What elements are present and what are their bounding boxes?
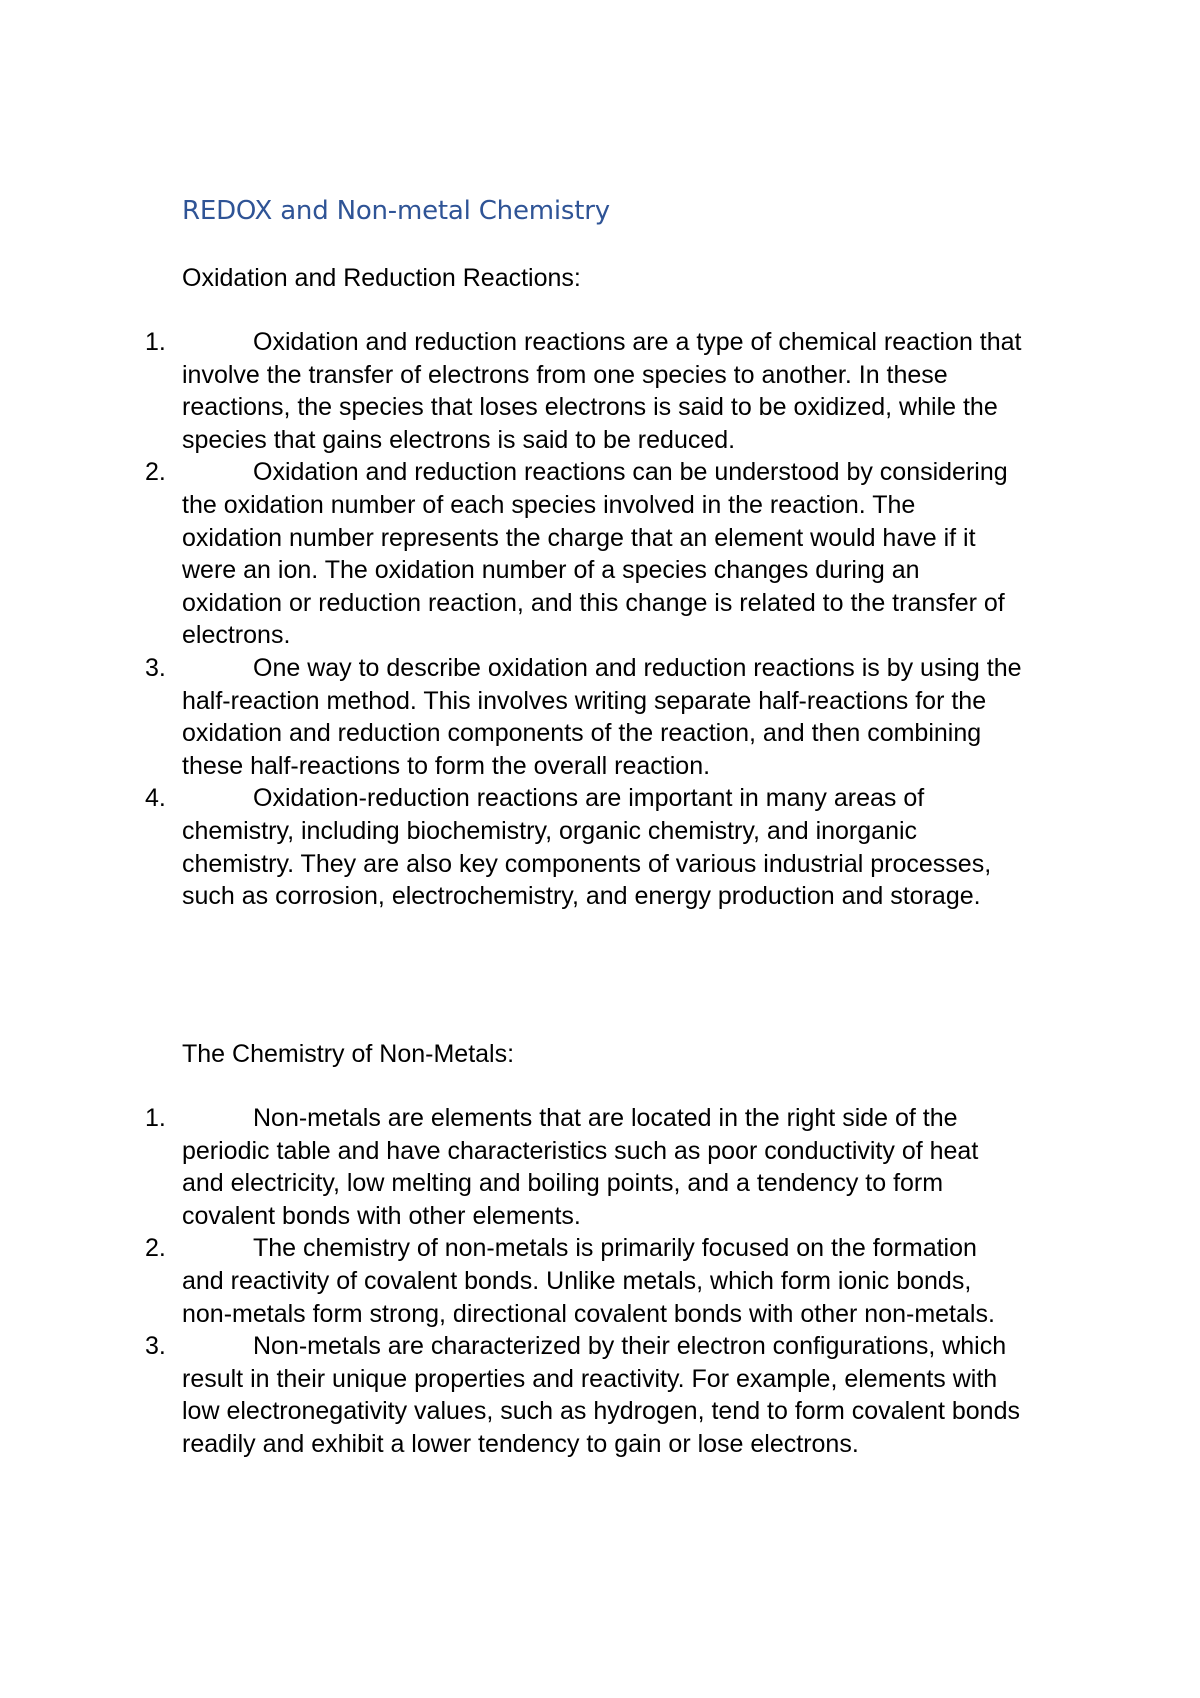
list-item: [0, 652, 1022, 782]
list-item: [0, 1102, 1022, 1232]
non-metals-list: [0, 1102, 1022, 1461]
list-item-text: Oxidation and reduction reactions are a type of chemical reaction that involve the transfer of electrons from one species to another. In these reactions, the species that loses electrons is said to be oxidized, while the species that gains electrons is said to be reduced.: [182, 328, 1022, 454]
list-item: [0, 456, 1022, 652]
list-item: [0, 326, 1022, 456]
list-item-number: 2.: [145, 458, 166, 487]
section-heading-non-metals: The Chemistry of Non-Metals:: [182, 1040, 515, 1068]
document-title: REDOX and Non-metal Chemistry: [182, 196, 610, 226]
redox-list: [0, 326, 1022, 913]
list-item-text: Non-metals are characterized by their electron configurations, which result in their unique properties and reactivity. For example, elements with low electronegativity values, such as hydrogen, tend to form covalent bonds readily and exhibit a lower tendency to gain or lose electrons.: [182, 1332, 1020, 1458]
list-item: [0, 1330, 1022, 1460]
list-item-number: 4.: [145, 784, 166, 813]
list-item-text: The chemistry of non-metals is primarily focused on the formation and reactivity of covalent bonds. Unlike metals, which form ionic bonds, non-metals form strong, directional covalent bonds with other non-metals.: [182, 1234, 995, 1328]
list-item-text: One way to describe oxidation and reduction reactions is by using the half-reaction method. This involves writing separate half-reactions for the oxidation and reduction components of the reaction, and then combining these half-reactions to form the overall reaction.: [182, 653, 1022, 780]
list-item: [0, 782, 1022, 912]
list-item-text: Oxidation-reduction reactions are important in many areas of chemistry, including biochemistry, organic chemistry, and inorganic chemistry. They are also key components of various industrial processes, such as corrosion, electrochemistry, and energy production and storage.: [182, 784, 992, 911]
list-item-number: 1.: [145, 1104, 166, 1132]
list-item-number: 2.: [145, 1234, 166, 1263]
list-item-number: 1.: [145, 328, 166, 356]
list-item-number: 3.: [145, 653, 166, 682]
list-item-number: 3.: [145, 1332, 166, 1361]
list-item-text: Oxidation and reduction reactions can be understood by considering the oxidation number of each species involved in the reaction. The oxidation number represents the charge that an element would have if it were an ion. The oxidation number of a species changes during an oxidation or reduction reaction, and this change is related to the transfer of electrons.: [182, 458, 1008, 650]
section-heading-redox: Oxidation and Reduction Reactions:: [182, 264, 581, 292]
list-item-text: Non-metals are elements that are located in the right side of the periodic table and have characteristics such as poor conductivity of heat and electricity, low melting and boiling points, and a tendency to form covalent bonds with other elements.: [182, 1104, 979, 1230]
list-item: [0, 1232, 1022, 1330]
